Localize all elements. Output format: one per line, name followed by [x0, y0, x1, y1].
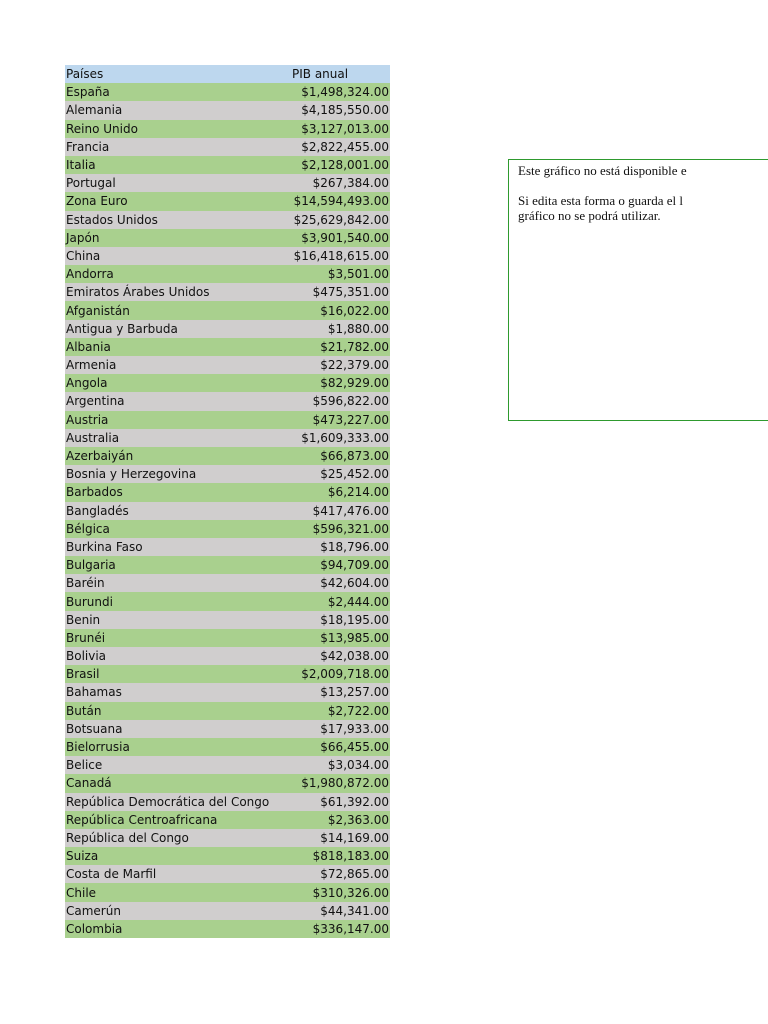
cell-country[interactable]: Botsuana: [65, 720, 292, 738]
table-body: [65, 83, 390, 938]
cell-country[interactable]: Brasil: [65, 665, 292, 683]
table-row: [65, 483, 390, 501]
cell-gdp[interactable]: $14,594,493.00: [292, 192, 390, 210]
table-row: [65, 265, 390, 283]
table-row: [65, 647, 390, 665]
header-country[interactable]: Países: [65, 65, 292, 83]
cell-gdp[interactable]: $25,629,842.00: [292, 211, 390, 229]
table-row: [65, 720, 390, 738]
table-row: [65, 156, 390, 174]
cell-country[interactable]: Bélgica: [65, 520, 292, 538]
table-row: [65, 101, 390, 119]
cell-country[interactable]: Emiratos Árabes Unidos: [65, 283, 292, 301]
table-row: [65, 538, 390, 556]
cell-country[interactable]: Estados Unidos: [65, 211, 292, 229]
cell-gdp[interactable]: $3,901,540.00: [292, 229, 390, 247]
table-row: [65, 883, 390, 901]
table-row: [65, 756, 390, 774]
cell-country[interactable]: Canadá: [65, 774, 292, 792]
cell-country[interactable]: Zona Euro: [65, 192, 292, 210]
table-row: [65, 665, 390, 683]
table-row: [65, 702, 390, 720]
cell-country[interactable]: Italia: [65, 156, 292, 174]
cell-country[interactable]: Barbados: [65, 483, 292, 501]
table-row: [65, 392, 390, 410]
cell-gdp[interactable]: $475,351.00: [292, 283, 390, 301]
table-row: [65, 411, 390, 429]
table-row: [65, 556, 390, 574]
cell-gdp[interactable]: $25,452.00: [292, 465, 390, 483]
table-row: [65, 356, 390, 374]
cell-gdp[interactable]: $44,341.00: [292, 902, 390, 920]
cell-gdp[interactable]: $66,873.00: [292, 447, 390, 465]
cell-gdp[interactable]: $336,147.00: [292, 920, 390, 938]
cell-gdp[interactable]: $1,498,324.00: [292, 83, 390, 101]
cell-country[interactable]: Bolivia: [65, 647, 292, 665]
cell-country[interactable]: Afganistán: [65, 301, 292, 319]
cell-country[interactable]: Bangladés: [65, 502, 292, 520]
cell-country[interactable]: Chile: [65, 883, 292, 901]
cell-country[interactable]: Bután: [65, 702, 292, 720]
cell-country[interactable]: Azerbaiyán: [65, 447, 292, 465]
cell-gdp[interactable]: $4,185,550.00: [292, 101, 390, 119]
cell-gdp[interactable]: $3,501.00: [292, 265, 390, 283]
table-row: [65, 283, 390, 301]
cell-country[interactable]: Albania: [65, 338, 292, 356]
cell-country[interactable]: Baréin: [65, 574, 292, 592]
cell-gdp[interactable]: $2,009,718.00: [292, 665, 390, 683]
cell-country[interactable]: República Democrática del Congo: [65, 793, 292, 811]
cell-gdp[interactable]: $1,880.00: [292, 320, 390, 338]
cell-gdp[interactable]: $14,169.00: [292, 829, 390, 847]
cell-gdp[interactable]: $22,379.00: [292, 356, 390, 374]
cell-country[interactable]: Colombia: [65, 920, 292, 938]
cell-gdp[interactable]: $3,034.00: [292, 756, 390, 774]
cell-gdp[interactable]: $1,980,872.00: [292, 774, 390, 792]
table-row: [65, 320, 390, 338]
cell-country[interactable]: Portugal: [65, 174, 292, 192]
table-row: [65, 174, 390, 192]
table-row: [65, 865, 390, 883]
cell-gdp[interactable]: $2,722.00: [292, 702, 390, 720]
table-row: [65, 429, 390, 447]
cell-country[interactable]: Costa de Marfil: [65, 865, 292, 883]
table-row: [65, 447, 390, 465]
cell-country[interactable]: Benin: [65, 611, 292, 629]
placeholder-line-2a: Si edita esta forma o guarda el l: [518, 193, 683, 208]
table-row: [65, 774, 390, 792]
cell-gdp[interactable]: $21,782.00: [292, 338, 390, 356]
placeholder-line-1: Este gráfico no está disponible e: [518, 163, 687, 178]
cell-gdp[interactable]: $596,321.00: [292, 520, 390, 538]
cell-country[interactable]: Bielorrusia: [65, 738, 292, 756]
table-row: [65, 738, 390, 756]
table-row: [65, 574, 390, 592]
cell-gdp[interactable]: $2,363.00: [292, 811, 390, 829]
cell-country[interactable]: Camerún: [65, 902, 292, 920]
cell-country[interactable]: Brunéi: [65, 629, 292, 647]
cell-country[interactable]: Bosnia y Herzegovina: [65, 465, 292, 483]
table-row: [65, 592, 390, 610]
cell-country[interactable]: República Centroafricana: [65, 811, 292, 829]
table-row: [65, 247, 390, 265]
cell-country[interactable]: España: [65, 83, 292, 101]
table-row: [65, 902, 390, 920]
cell-country[interactable]: Suiza: [65, 847, 292, 865]
cell-gdp[interactable]: $94,709.00: [292, 556, 390, 574]
cell-gdp[interactable]: $82,929.00: [292, 374, 390, 392]
table-row: [65, 811, 390, 829]
table-row: [65, 629, 390, 647]
cell-country[interactable]: Andorra: [65, 265, 292, 283]
table-row: [65, 374, 390, 392]
cell-gdp[interactable]: $42,038.00: [292, 647, 390, 665]
header-gdp[interactable]: PIB anual: [292, 65, 390, 83]
cell-country[interactable]: Argentina: [65, 392, 292, 410]
cell-gdp[interactable]: $16,418,615.00: [292, 247, 390, 265]
cell-country[interactable]: Japón: [65, 229, 292, 247]
gdp-table: [65, 65, 390, 938]
cell-gdp[interactable]: $473,227.00: [292, 411, 390, 429]
placeholder-line-2b: gráfico no se podrá utilizar.: [518, 208, 661, 223]
cell-country[interactable]: Bulgaria: [65, 556, 292, 574]
cell-gdp[interactable]: $16,022.00: [292, 301, 390, 319]
table-row: [65, 338, 390, 356]
cell-gdp[interactable]: $310,326.00: [292, 883, 390, 901]
table-row: [65, 502, 390, 520]
table-row: [65, 83, 390, 101]
cell-gdp[interactable]: $13,985.00: [292, 629, 390, 647]
table-row: [65, 847, 390, 865]
cell-country[interactable]: Angola: [65, 374, 292, 392]
table-row: [65, 465, 390, 483]
cell-country[interactable]: Francia: [65, 138, 292, 156]
table-row: [65, 192, 390, 210]
table-row: [65, 211, 390, 229]
cell-gdp[interactable]: $42,604.00: [292, 574, 390, 592]
table-row: [65, 120, 390, 138]
cell-gdp[interactable]: $72,865.00: [292, 865, 390, 883]
cell-gdp[interactable]: $66,455.00: [292, 738, 390, 756]
table-row: [65, 829, 390, 847]
cell-gdp[interactable]: $596,822.00: [292, 392, 390, 410]
cell-gdp[interactable]: $3,127,013.00: [292, 120, 390, 138]
cell-country[interactable]: Burundi: [65, 592, 292, 610]
chart-unavailable-placeholder[interactable]: [508, 159, 768, 421]
cell-gdp[interactable]: $1,609,333.00: [292, 429, 390, 447]
cell-country[interactable]: Bahamas: [65, 683, 292, 701]
cell-country[interactable]: Reino Unido: [65, 120, 292, 138]
cell-gdp[interactable]: $17,933.00: [292, 720, 390, 738]
cell-country[interactable]: Armenia: [65, 356, 292, 374]
cell-country[interactable]: China: [65, 247, 292, 265]
cell-gdp[interactable]: $6,214.00: [292, 483, 390, 501]
cell-country[interactable]: Burkina Faso: [65, 538, 292, 556]
cell-gdp[interactable]: $13,257.00: [292, 683, 390, 701]
cell-gdp[interactable]: $61,392.00: [292, 793, 390, 811]
cell-country[interactable]: República del Congo: [65, 829, 292, 847]
table-row: [65, 301, 390, 319]
cell-gdp[interactable]: $18,195.00: [292, 611, 390, 629]
table-row: [65, 793, 390, 811]
table-row: [65, 683, 390, 701]
table-row: [65, 520, 390, 538]
cell-country[interactable]: Austria: [65, 411, 292, 429]
cell-gdp[interactable]: $2,128,001.00: [292, 156, 390, 174]
cell-gdp[interactable]: $2,444.00: [292, 592, 390, 610]
table-row: [65, 229, 390, 247]
table-header-row: [65, 65, 390, 83]
cell-country[interactable]: Antigua y Barbuda: [65, 320, 292, 338]
cell-country[interactable]: Belice: [65, 756, 292, 774]
table-row: [65, 920, 390, 938]
cell-gdp[interactable]: $18,796.00: [292, 538, 390, 556]
cell-gdp[interactable]: $818,183.00: [292, 847, 390, 865]
placeholder-text-clip: [518, 163, 697, 223]
cell-country[interactable]: Australia: [65, 429, 292, 447]
table-row: [65, 611, 390, 629]
table-row: [65, 138, 390, 156]
cell-gdp[interactable]: $267,384.00: [292, 174, 390, 192]
cell-gdp[interactable]: $417,476.00: [292, 502, 390, 520]
cell-gdp[interactable]: $2,822,455.00: [292, 138, 390, 156]
cell-country[interactable]: Alemania: [65, 101, 292, 119]
